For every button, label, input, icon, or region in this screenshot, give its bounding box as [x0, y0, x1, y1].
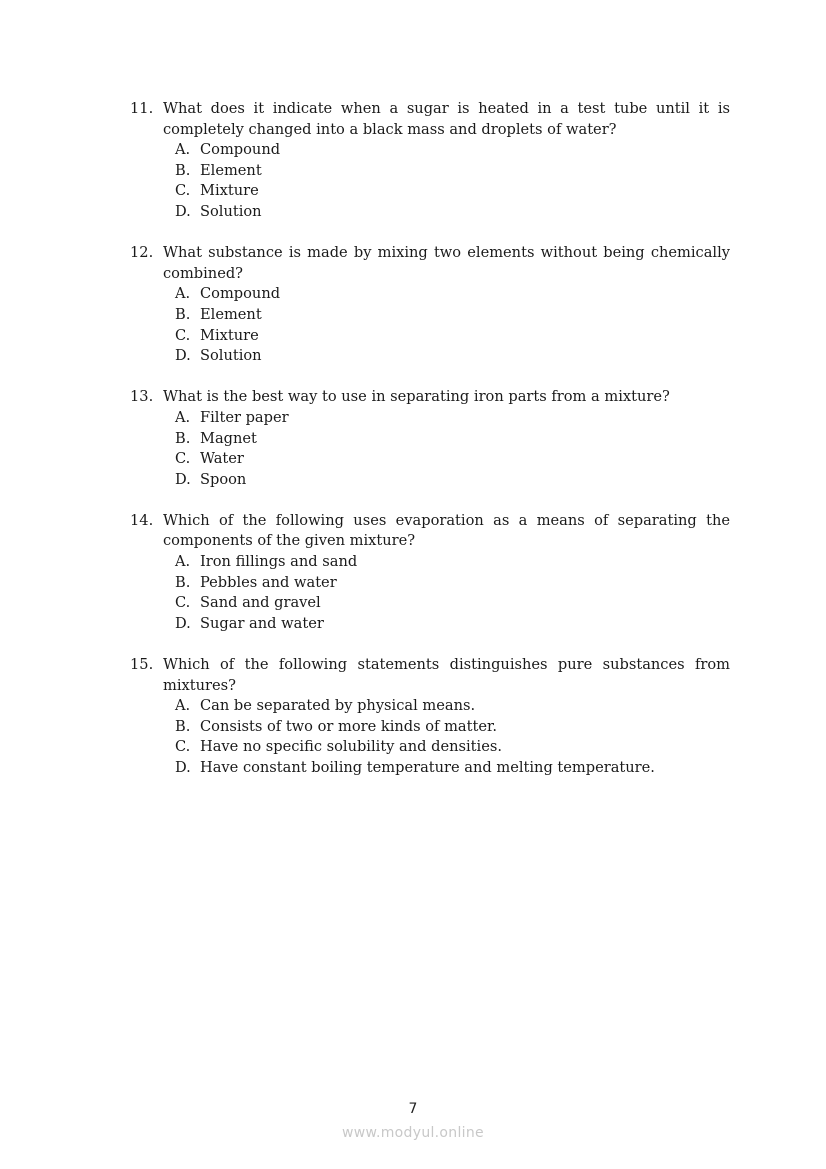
answer-option: [130, 470, 730, 491]
answer-option: [130, 305, 730, 326]
option-label: B.: [175, 429, 191, 447]
option-text: Element: [200, 305, 262, 323]
answer-option: [130, 614, 730, 635]
option-text: Solution: [200, 202, 262, 220]
option-label: B.: [175, 305, 191, 323]
answer-option: [130, 346, 730, 367]
question-text: What is the best way to use in separating iron parts from a mixture?: [163, 388, 670, 406]
question-text: Which of the following statements distinguishes pure substances from mixtures?: [163, 656, 730, 694]
option-label: D.: [175, 347, 191, 365]
question-number: 15.: [130, 656, 154, 674]
option-text: Sugar and water: [200, 614, 324, 632]
question-number: 13.: [130, 388, 154, 406]
question-number: 11.: [130, 100, 154, 117]
answer-option: [130, 284, 730, 305]
option-text: Have constant boiling temperature and melting temperature.: [200, 759, 655, 776]
option-label: A.: [175, 553, 191, 571]
option-text: Have no specific solubility and densities.: [200, 738, 502, 756]
option-text: Sand and gravel: [200, 594, 321, 612]
question-item: [130, 387, 730, 490]
question-list: [130, 99, 730, 799]
option-label: A.: [175, 285, 191, 303]
answer-option: [130, 552, 730, 573]
option-label: D.: [175, 202, 191, 220]
answer-option: [130, 696, 730, 717]
option-label: B.: [175, 161, 191, 179]
answer-option: [130, 593, 730, 614]
answer-option: [130, 181, 730, 202]
option-label: A.: [175, 697, 191, 715]
option-text: Compound: [200, 285, 281, 303]
option-text: Iron fillings and sand: [200, 553, 358, 571]
option-text: Compound: [200, 141, 281, 159]
option-label: C.: [175, 326, 191, 344]
answer-option: [130, 202, 730, 223]
answer-options: [130, 552, 730, 634]
option-text: Magnet: [200, 429, 257, 447]
option-label: B.: [175, 573, 191, 591]
watermark: www.modyul.online: [342, 1125, 484, 1141]
option-text: Element: [200, 161, 262, 179]
option-label: C.: [175, 450, 191, 468]
option-label: A.: [175, 141, 191, 159]
option-text: Pebbles and water: [200, 573, 337, 591]
question-item: [130, 243, 730, 367]
answer-option: [130, 449, 730, 470]
answer-option: [130, 408, 730, 429]
answer-option: [130, 737, 730, 758]
option-label: C.: [175, 594, 191, 612]
option-text: Water: [200, 450, 244, 468]
answer-option: [130, 429, 730, 450]
question-item: [130, 511, 730, 635]
option-label: A.: [175, 408, 191, 426]
answer-option: [130, 326, 730, 347]
option-text: Mixture: [200, 182, 259, 200]
option-text: Spoon: [200, 470, 247, 488]
answer-option: [130, 140, 730, 161]
question-number: 14.: [130, 511, 154, 529]
option-text: Solution: [200, 347, 262, 365]
answer-options: [130, 408, 730, 490]
question-text: Which of the following uses evaporation as a means of separating the components of the given mixture?: [163, 511, 730, 550]
question-text: What substance is made by mixing two elements without being chemically combined?: [163, 244, 730, 282]
question-stem: [130, 99, 730, 140]
answer-option: [130, 717, 730, 738]
question-number: 12.: [130, 244, 154, 262]
option-label: C.: [175, 182, 191, 200]
answer-options: [130, 140, 730, 222]
option-label: D.: [175, 759, 191, 776]
option-label: D.: [175, 614, 191, 632]
question-stem: [130, 655, 730, 696]
question-stem: [130, 387, 730, 408]
option-label: C.: [175, 738, 191, 756]
answer-options: [130, 696, 730, 778]
option-text: Can be separated by physical means.: [200, 697, 476, 715]
option-text: Filter paper: [200, 408, 289, 426]
question-stem: [130, 511, 730, 552]
question-stem: [130, 243, 730, 284]
option-label: B.: [175, 717, 191, 735]
question-item: [130, 99, 730, 223]
question-item: [130, 655, 730, 779]
answer-option: [130, 758, 730, 779]
option-label: D.: [175, 470, 191, 488]
page-number: 7: [408, 1101, 418, 1117]
answer-option: [130, 161, 730, 182]
option-text: Consists of two or more kinds of matter.: [200, 717, 497, 735]
question-text: What does it indicate when a sugar is heated in a test tube until it is completely changed into a black mass and droplets of water?: [163, 100, 730, 138]
answer-options: [130, 284, 730, 366]
option-text: Mixture: [200, 326, 259, 344]
answer-option: [130, 573, 730, 594]
